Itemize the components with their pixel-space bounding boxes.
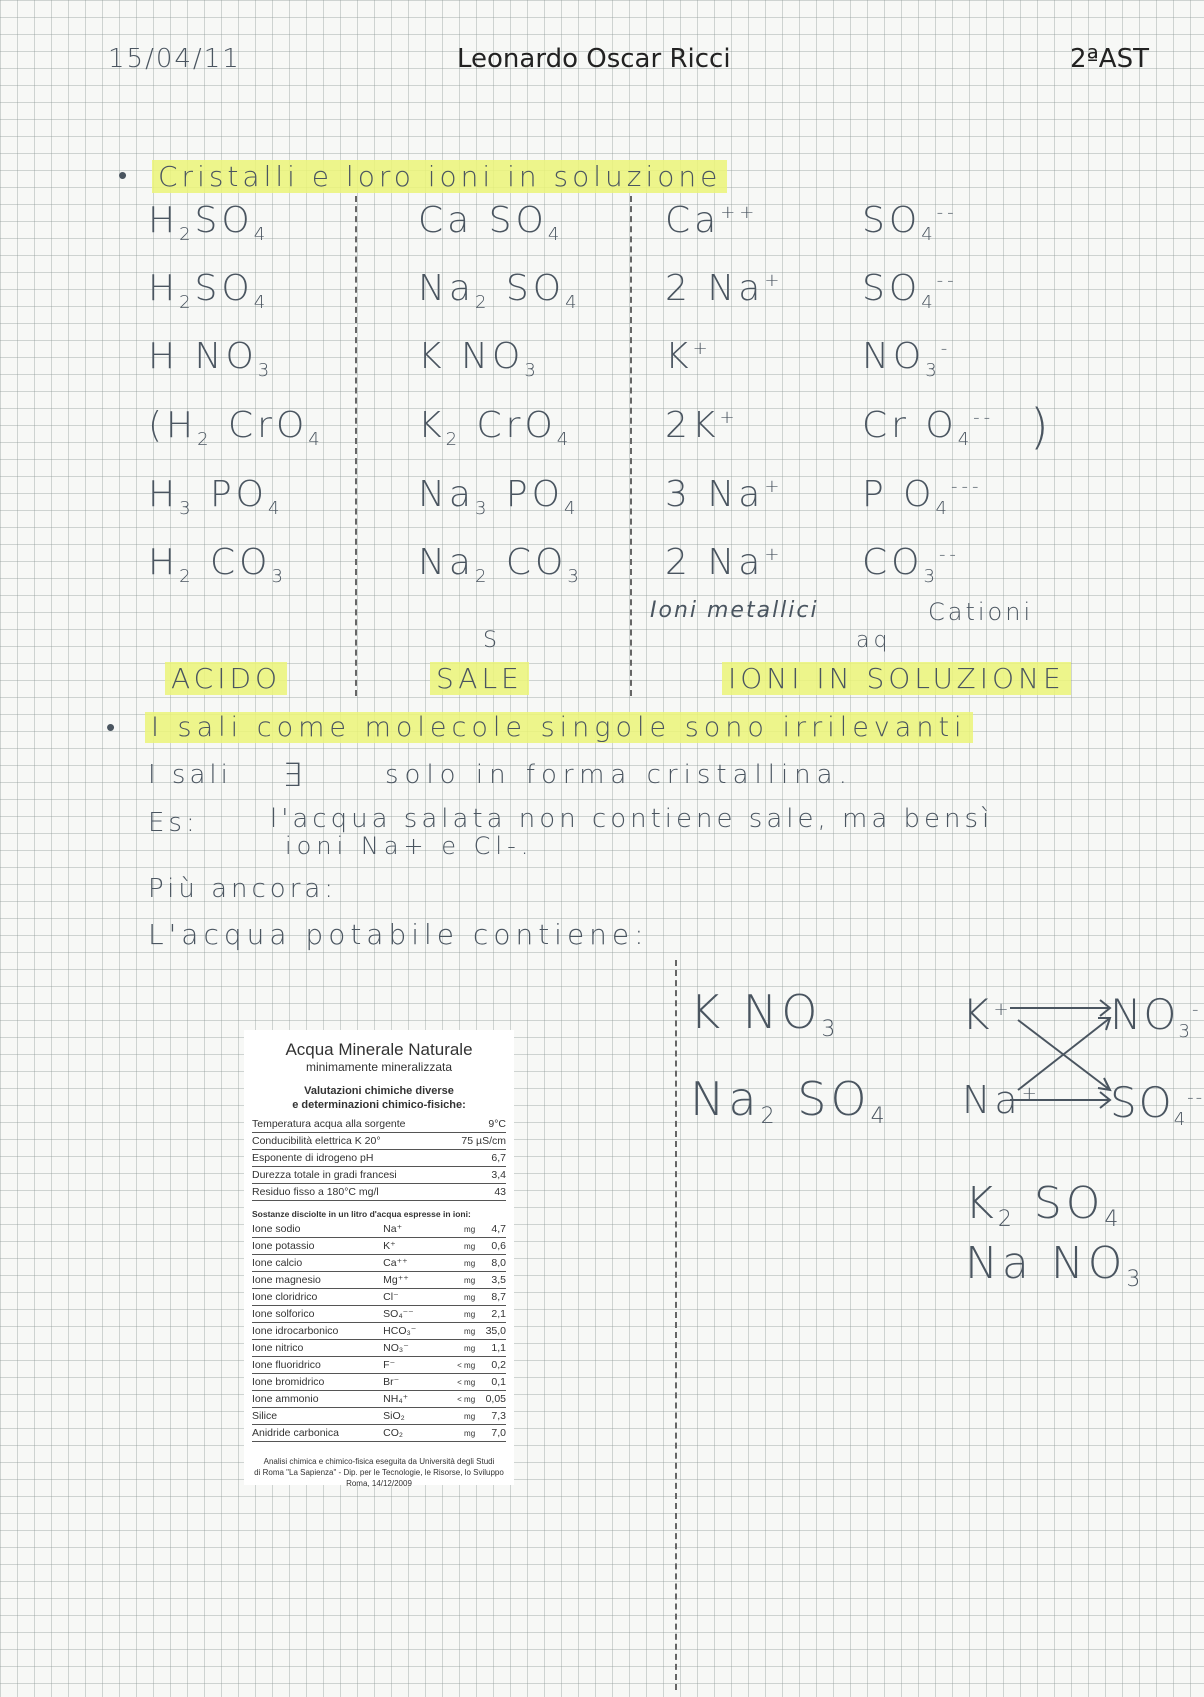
- ion-row: Ione cloridrico Cl⁻ mg 8,7: [252, 1289, 506, 1306]
- formula-anion: $NO_3^-$: [862, 336, 952, 381]
- closing-paren: ): [1030, 399, 1053, 455]
- ion-exchange-arrows: [1010, 990, 1120, 1110]
- ion-row: Ione sodio Na⁺ mg 4,7: [252, 1221, 506, 1238]
- formula-acid: ($H_2$ CrO$_4$: [148, 405, 324, 450]
- class-label: 2ªAST: [1070, 44, 1149, 74]
- property-row: Temperatura acqua alla sorgente 9°C: [252, 1116, 506, 1133]
- ion-row: Ione ammonio NH₄⁺ < mg 0,05: [252, 1391, 506, 1408]
- ion-na: Na+: [962, 1078, 1041, 1122]
- more-label: Più ancora:: [148, 874, 338, 904]
- col-ions: IONI IN SOLUZIONE: [722, 662, 1071, 695]
- formula-acid: $H_2SO_4$: [148, 200, 270, 245]
- ion-row: Ione bromidrico Br⁻ < mg 0,1: [252, 1374, 506, 1391]
- col-acid: ACIDO: [165, 662, 287, 695]
- formula-k2so4: $K_2$ $SO_4$: [965, 1178, 1123, 1232]
- formula-cation: 2 Na+: [665, 542, 784, 583]
- formula-anion: P $O_4^{---}$: [862, 474, 983, 519]
- label-section-title: Valutazioni chimiche diverse e determinazioni chimico-fisiche:: [292, 1085, 466, 1111]
- mineral-water-label: [244, 1030, 514, 1488]
- ion-row: Ione nitrico NO₃⁻ mg 1,1: [252, 1340, 506, 1357]
- formula-cation: K+: [665, 336, 712, 377]
- example-label: Es:: [148, 808, 199, 838]
- section2-title: I sali come molecole singole sono irrilevanti: [145, 712, 973, 743]
- ion-row: Ione calcio Ca⁺⁺ mg 8,0: [252, 1255, 506, 1272]
- formula-cation: Ca++: [665, 200, 759, 241]
- label-title: Acqua Minerale Naturale: [285, 1040, 473, 1059]
- formula-nano3: Na $NO_3$: [965, 1238, 1145, 1292]
- ion-row: Ione idrocarbonico HCO₃⁻ mg 35,0: [252, 1323, 506, 1340]
- formula-acid: $H_2SO_4$: [148, 268, 270, 313]
- exists-symbol: ∃: [282, 756, 307, 794]
- formula-anion: $SO_4^{--}$: [862, 200, 958, 245]
- student-name: Leonardo Oscar Ricci: [457, 44, 731, 74]
- ion-no3: $NO_3^-$: [1110, 990, 1201, 1042]
- ion-row: Ione solforico SO₄⁻⁻ mg 2,1: [252, 1306, 506, 1323]
- properties-table: [252, 1116, 506, 1201]
- bullet-1: •: [118, 161, 132, 191]
- ion-row: Ione potassio K⁺ mg 0,6: [252, 1238, 506, 1255]
- bullet-2: •: [106, 713, 120, 743]
- formula-anion: $SO_4^{--}$: [862, 268, 958, 313]
- ions-table: [252, 1221, 506, 1442]
- col-salt: SALE: [430, 662, 529, 695]
- formula-anion: $CO_3^{--}$: [862, 542, 960, 587]
- column-divider-3: [675, 960, 677, 1690]
- column-divider-2: [630, 196, 632, 696]
- ion-so4: $SO_4^{--}$: [1110, 1078, 1204, 1130]
- ion-k: K+: [962, 990, 1013, 1039]
- salts-line-c: solo in forma cristallina.: [385, 760, 853, 790]
- example-text-2: ioni Na+ e Cl-.: [285, 832, 534, 860]
- formula-anion: Cr $O_4^{--}$: [862, 405, 995, 450]
- section1-title: Cristalli e loro ioni in soluzione: [152, 160, 727, 193]
- formula-acid: $H_3$ $PO_4$: [148, 474, 284, 519]
- formula-cation: 2 Na+: [665, 268, 784, 309]
- note-metal-ions: Ioni metallici: [650, 598, 819, 623]
- formula-salt: K $NO_3$: [418, 336, 540, 381]
- property-row: Residuo fisso a 180°C mg/l 43: [252, 1184, 506, 1201]
- property-row: Esponente di idrogeno pH 6,7: [252, 1150, 506, 1167]
- formula-salt: $K_2$ CrO$_4$: [418, 405, 573, 450]
- formula-salt: $Na_2$ $CO_3$: [418, 542, 583, 587]
- ion-row: Ione fluoridrico F⁻ < mg 0,2: [252, 1357, 506, 1374]
- formula-na2so4: $Na_2$ $SO_4$: [690, 1072, 889, 1129]
- note-cations: Cationi: [928, 598, 1034, 626]
- formula-salt: Ca $SO_4$: [418, 200, 564, 245]
- formula-acid: $H_2$ $CO_3$: [148, 542, 287, 587]
- note-aq: aq: [856, 628, 892, 653]
- column-divider-1: [355, 196, 357, 696]
- ion-row: Anidride carbonica CO₂ mg 7,0: [252, 1425, 506, 1442]
- ion-row: Ione magnesio Mg⁺⁺ mg 3,5: [252, 1272, 506, 1289]
- date: 15/04/11: [108, 44, 241, 74]
- ion-row: Silice SiO₂ mg 7,3: [252, 1408, 506, 1425]
- formula-cation: 2K+: [665, 405, 739, 446]
- formula-cation: 3 Na+: [665, 474, 784, 515]
- formula-salt: $Na_2$ $SO_4$: [418, 268, 581, 313]
- note-s: S: [483, 628, 501, 653]
- ions-title: Sostanze disciolte in un litro d'acqua espresse in ioni:: [252, 1209, 471, 1219]
- salts-line-a: I sali: [148, 760, 232, 790]
- formula-acid: H $NO_3$: [148, 336, 274, 381]
- potable-label: L'acqua potabile contiene:: [148, 918, 649, 951]
- formula-kno3: K $NO_3$: [690, 985, 840, 1042]
- label-subtitle: minimamente mineralizzata: [305, 1060, 453, 1074]
- formula-salt: $Na_3$ $PO_4$: [418, 474, 580, 519]
- example-text: l'acqua salata non contiene sale, ma bensì: [270, 804, 994, 834]
- property-row: Durezza totale in gradi francesi 3,4: [252, 1167, 506, 1184]
- property-row: Conducibilità elettrica K 20° 75 µS/cm: [252, 1133, 506, 1150]
- label-footer: Analisi chimica e chimico-fisica eseguita da Università degli Studi di Roma "La Sapienza" - Dip. per le Tecnologie, le Risorse, lo Sviluppo Roma, 14/12/2009: [254, 1457, 504, 1488]
